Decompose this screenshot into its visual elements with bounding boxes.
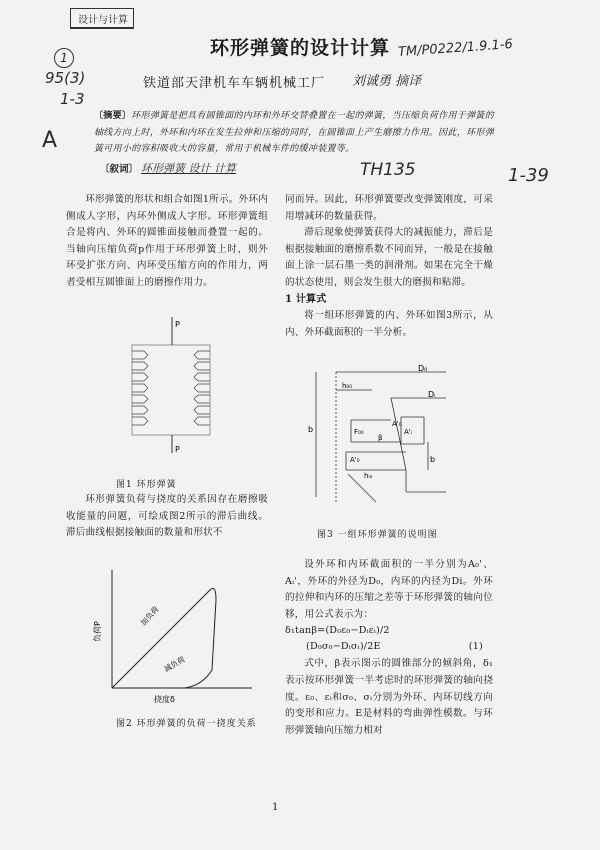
fig2-curve-lower: 减负荷 [162, 654, 187, 674]
formula-1 [285, 623, 493, 656]
paragraph: 环形弹簧的形状和组合如图1所示。外环内侧成人字形，内环外侧成人字形。环形弹簧组合是将内、外环的圆锥面接触而叠置一起的。当轴向压缩负荷p作用于环形弹簧上时，则外环受扩张方向、内环受压缩方向的作用力，两者受相互圆锥面上的磨擦作用力。 [66, 194, 268, 288]
handwritten-code: TH135 [360, 160, 416, 180]
fig3-d0: D₀ [418, 364, 428, 373]
handwritten-note-a: 95(3) [45, 69, 86, 87]
fig3-b-right: b [430, 455, 436, 464]
formula-line-2: (D₀σ₀−Dᵢσᵢ)/2E [306, 641, 381, 653]
figure-2-caption: 图2 环形弹簧的负荷一挠度关系 [116, 719, 257, 729]
fig3-h00: h₀₀ [342, 382, 353, 390]
paragraph: 设外环和内环截面积的一半分别为A₀'、Aᵢ'，外环的外径为D₀，内环的内径为Di。外环的拉伸和内环的压缩之差等于环形弹簧的轴向位移，用公式表示为： [285, 559, 493, 620]
left-column-bottom [66, 492, 268, 542]
right-column-bottom [285, 557, 493, 739]
handwritten-right-side: 1-39 [508, 165, 549, 186]
category-label: 设计与计算 [78, 15, 128, 26]
paragraph: 将一组环形弹簧的内、外环如图3所示，从内、外环截面积的一半分析。 [285, 310, 493, 338]
formula-number: (1) [468, 641, 483, 653]
left-column-top [66, 192, 268, 292]
fig2-ylabel: 负荷P [93, 621, 102, 642]
right-column-top [285, 192, 493, 341]
fig3-beta: β [378, 434, 383, 442]
keywords-label: 〔叙词〕 [100, 164, 139, 175]
fig3-a0-lower: A'₀ [350, 456, 360, 464]
page-number: 1 [272, 802, 279, 813]
formula-line-1: δ₁tanβ=(D₀ε₀−Dᵢεᵢ)/2 [285, 625, 390, 637]
fig3-a0: A'₀ [392, 420, 402, 428]
handwritten-top-right: TM/P0222/1.9.1-6 [397, 37, 514, 60]
fig3-f00: F₀₀ [354, 428, 364, 436]
paragraph: 滞后现象使弹簧获得大的减振能力，滞后是根据接触面的磨擦系数不同而异，一般是在接触面上涂一层石墨一类的润滑剂。如果在完全干燥的状态使用，则会发生很大的磨损和粘滞。 [285, 227, 493, 288]
fig3-ai: A'ᵢ [404, 428, 412, 436]
author: 刘诚勇 摘译 [352, 74, 422, 89]
section-heading: 1 计算式 [285, 293, 327, 305]
paragraph: 环形弹簧负荷与挠度的关系因存在磨擦吸收能量的问题，可绘成图2所示的滞后曲线。滞后曲线根据接触面的数量和形状不 [66, 494, 268, 539]
fig3-b-left: b [308, 425, 314, 434]
fig2-xlabel: 挠度δ [154, 695, 175, 704]
figure-3-caption: 图3 一组环形弹簧的说明图 [317, 530, 438, 540]
figure-1 [110, 315, 220, 455]
handwritten-note-b: 1-3 [60, 90, 85, 108]
fig1-load-top: P [175, 320, 180, 329]
keywords-text: 环形弹簧 设计 计算 [141, 162, 237, 175]
abstract-label: 〔摘要〕 [94, 111, 132, 121]
paragraph: 同而异。因此，环形弹簧要改变弹簧刚度，可采用增减环的数量获得。 [285, 194, 493, 222]
abstract-text: 环形弹簧是把具有圆锥面的内环和外环交替叠置在一起的弹簧，当压缩负荷作用于弹簧的轴线方向上时，外环和内环在发生拉伸和压缩的同时，在圆锥面上产生磨擦力作用。因此，环形弹簧可用小的容积吸收大的容量，常用于机械车件的缓冲装置等。 [94, 111, 495, 154]
figure-3 [306, 362, 456, 512]
fig2-curve-upper: 加负荷 [138, 604, 161, 628]
abstract-block [94, 108, 494, 158]
figure-1-caption: 图1 环形弹簧 [116, 480, 177, 490]
handwritten-note-c: A [42, 128, 58, 153]
fig3-hi0: hᵢₒ [364, 472, 373, 480]
fig1-load-bottom: P [175, 445, 180, 454]
fig3-di: Dᵢ [428, 390, 436, 399]
affiliation: 铁道部天津机车车辆机械工厂 [143, 76, 326, 91]
keywords-line [100, 160, 236, 176]
paragraph: 式中，β表示图示的圆锥部分的倾斜角，δ₁表示按环形弹簧一半考虑时的环形弹簧的轴向挠度。ε₀、εᵢ和σ₀、σᵢ分别为外环、内环切线方向的变形和应力。E是材料的弯曲弹性模数。与环形弹簧轴向压缩力相对 [285, 658, 493, 736]
figure-2 [92, 560, 262, 725]
handwritten-circle-number: 1 [54, 48, 74, 68]
page-title: 环形弹簧的设计计算 [209, 37, 390, 59]
